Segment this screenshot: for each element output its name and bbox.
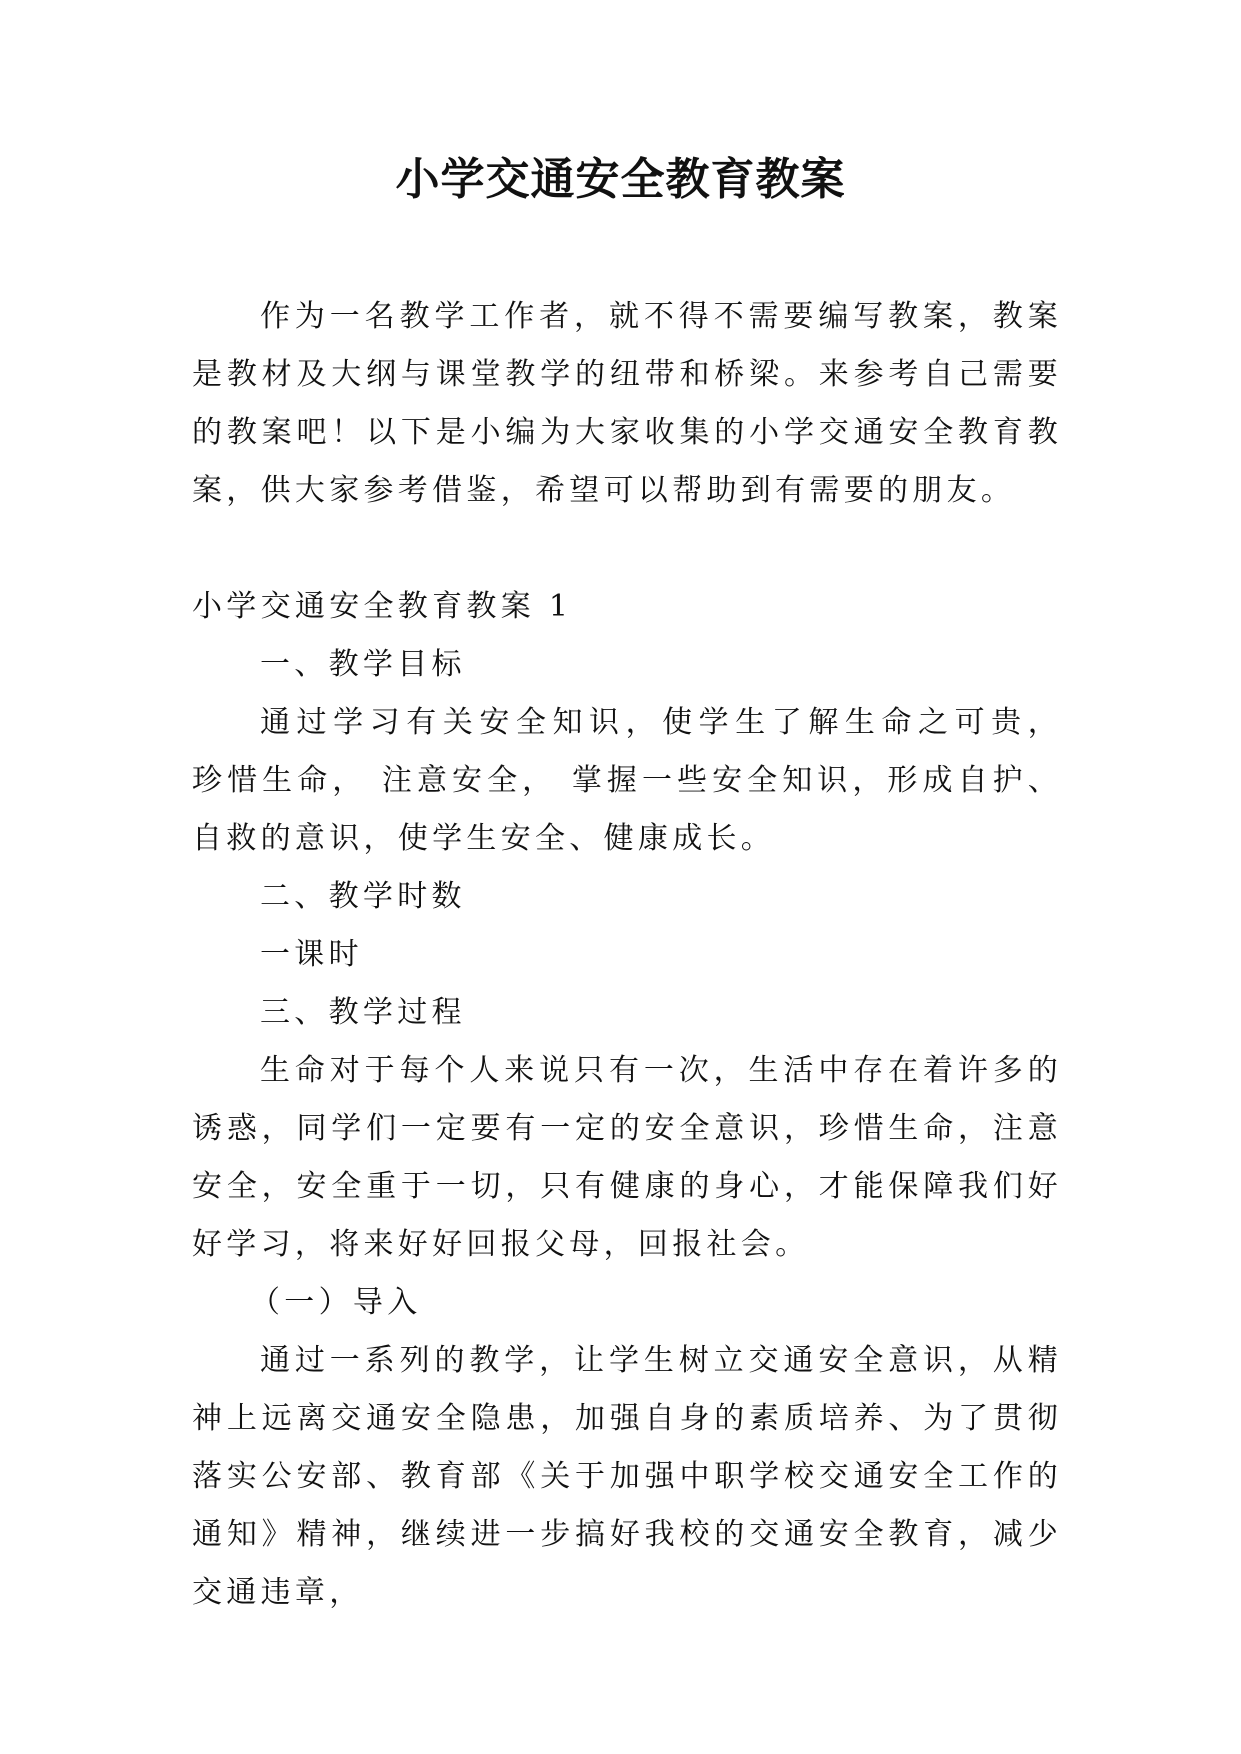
heading-teaching-hours: 二、教学时数 (260, 879, 466, 914)
paragraph-teaching-process: 生命对于每个人来说只有一次，生活中存在着许多的诱惑，同学们一定要有一定的安全意识，珍惜生命，注意安全，安全重于一切，只有健康的身心，才能保障我们好好学习，将来好好回报父母，回报社会。 (192, 1053, 1062, 1262)
document-title: 小学交通安全教育教案 (395, 154, 846, 205)
lesson-plan-1 (192, 578, 1062, 1622)
subheading-introduction: （一）导入 (250, 1285, 422, 1320)
intro-paragraph: 作为一名教学工作者，就不得不需要编写教案，教案是教材及大纲与课堂教学的纽带和桥梁。来参考自己需要的教案吧！以下是小编为大家收集的小学交通安全教育教案，供大家参考借鉴，希望可以帮助到有需要的朋友。 (192, 299, 1062, 508)
paragraph-teaching-hours: 一课时 (260, 937, 363, 972)
section-heading: 小学交通安全教育教案 1 (192, 589, 573, 624)
paragraph-objectives: 通过学习有关安全知识，使学生了解生命之可贵， 珍惜生命， 注意安全， 掌握一些安全知识，形成自护、自救的意识，使学生安全、健康成长。 (192, 705, 1062, 856)
paragraph-introduction: 通过一系列的教学，让学生树立交通安全意识，从精神上远离交通安全隐患，加强自身的素质培养、为了贯彻落实公安部、教育部《关于加强中职学校交通安全工作的通知》精神，继续进一步搞好我校的交通安全教育，减少交通违章， (192, 1343, 1062, 1610)
heading-objectives: 一、教学目标 (260, 647, 466, 682)
heading-teaching-process: 三、教学过程 (260, 995, 466, 1030)
